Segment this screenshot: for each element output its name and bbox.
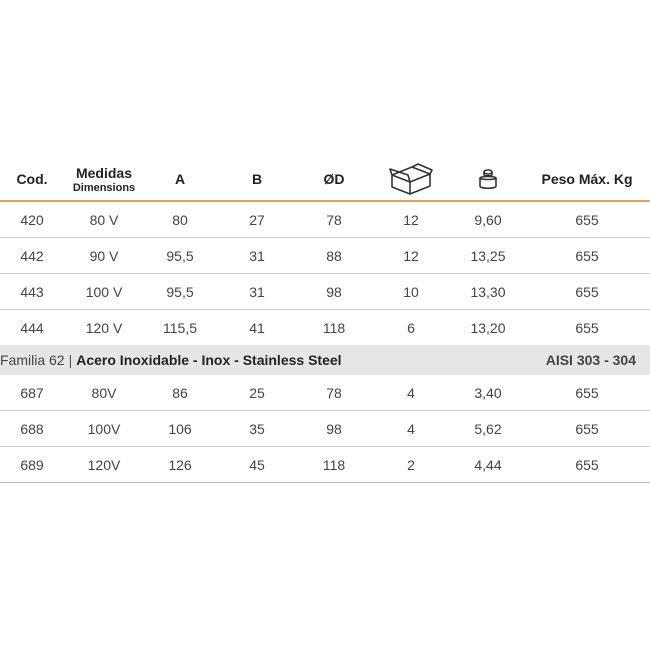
cell-box: 10 — [370, 274, 452, 310]
family-label — [0, 345, 452, 375]
cell-b: 31 — [216, 274, 298, 310]
cell-cod: 689 — [0, 447, 64, 483]
cell-medida: 100 V — [64, 274, 144, 310]
cell-medida: 120 V — [85, 319, 123, 336]
cell-cod: 420 — [0, 201, 64, 238]
cell-peso: 655 — [575, 319, 599, 336]
header-box — [370, 158, 452, 201]
header-peso: Peso Máx. Kg — [524, 158, 650, 201]
cell-peso: 655 — [524, 411, 650, 447]
cell-a: 115,5 — [163, 319, 197, 336]
cell-a: 80 — [144, 201, 216, 238]
header-a: A — [144, 158, 216, 201]
cell-od: 78 — [298, 375, 370, 411]
cell-weight: 3,40 — [452, 375, 524, 411]
table-row — [0, 201, 650, 238]
cell-cod: 688 — [0, 411, 64, 447]
cell-peso: 655 — [524, 201, 650, 238]
cell-cod: 443 — [0, 274, 64, 310]
weight-icon — [475, 166, 501, 192]
cell-od: 88 — [298, 238, 370, 274]
table-row — [0, 274, 650, 310]
cell-od: 118 — [298, 447, 370, 483]
cell-od: 78 — [298, 201, 370, 238]
cell-b: 41 — [249, 319, 265, 336]
cell-peso: 655 — [524, 447, 650, 483]
family-material: Acero Inoxidable - Inox - Stainless Steel — [76, 352, 342, 368]
family-separator: | — [68, 352, 73, 368]
spec-table — [0, 158, 650, 483]
cell-box: 12 — [370, 238, 452, 274]
cell-peso: 655 — [524, 238, 650, 274]
cell-weight: 13,20 — [470, 319, 506, 336]
cell-a: 106 — [144, 411, 216, 447]
table-row — [0, 310, 650, 346]
cell-box: 12 — [370, 201, 452, 238]
cell-b: 35 — [216, 411, 298, 447]
cell-a: 95,5 — [144, 274, 216, 310]
cell-medida: 80 V — [64, 201, 144, 238]
cell-b: 45 — [216, 447, 298, 483]
family-name: Familia 62 — [0, 352, 65, 368]
cell-medida: 100V — [64, 411, 144, 447]
cell-box: 2 — [370, 447, 452, 483]
header-b: B — [216, 158, 298, 201]
cell-cod: 687 — [0, 375, 64, 411]
cell-a: 86 — [144, 375, 216, 411]
cell-box: 4 — [370, 411, 452, 447]
cell-peso: 655 — [524, 375, 650, 411]
cell-cod: 444 — [20, 319, 44, 336]
cell-od: 118 — [322, 319, 346, 336]
table-row — [0, 375, 650, 411]
cell-medida: 90 V — [64, 238, 144, 274]
cell-od: 98 — [298, 411, 370, 447]
header-row — [0, 158, 650, 201]
cell-b: 27 — [216, 201, 298, 238]
header-medidas — [64, 158, 144, 201]
family-row — [0, 345, 650, 375]
box-icon — [388, 162, 434, 196]
table-row — [0, 411, 650, 447]
cell-weight: 13,25 — [452, 238, 524, 274]
cell-weight: 5,62 — [452, 411, 524, 447]
header-weight — [452, 158, 524, 201]
table-row — [0, 238, 650, 274]
cell-weight: 13,30 — [452, 274, 524, 310]
header-dimensions-label: Dimensions — [72, 181, 136, 194]
cell-a: 126 — [144, 447, 216, 483]
cell-box: 4 — [370, 375, 452, 411]
cell-peso: 655 — [524, 274, 650, 310]
cell-box: 6 — [407, 319, 415, 336]
cell-medida: 80V — [64, 375, 144, 411]
header-medidas-label: Medidas — [75, 164, 132, 181]
header-cod: Cod. — [0, 158, 64, 201]
cell-b: 25 — [216, 375, 298, 411]
table-row — [0, 447, 650, 483]
cell-weight: 4,44 — [452, 447, 524, 483]
cell-b: 31 — [216, 238, 298, 274]
family-aisi: AISI 303 - 304 — [452, 345, 650, 375]
cell-medida: 120V — [64, 447, 144, 483]
cell-od: 98 — [298, 274, 370, 310]
cell-cod: 442 — [0, 238, 64, 274]
cell-weight: 9,60 — [452, 201, 524, 238]
header-od: ØD — [298, 158, 370, 201]
cell-a: 95,5 — [144, 238, 216, 274]
